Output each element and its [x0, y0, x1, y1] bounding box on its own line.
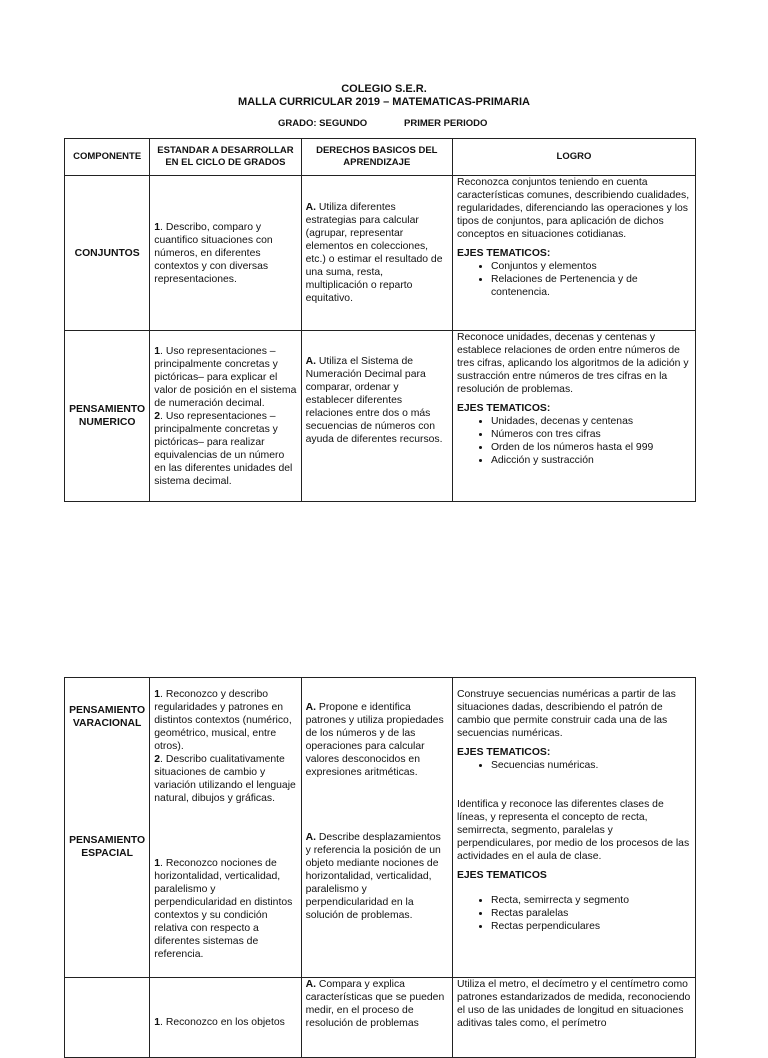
list-item: • Relaciones de Pertenencia y de contenencia. [491, 273, 691, 299]
estandar-number: 2 [154, 754, 161, 765]
dba-text: Utiliza diferentes estrategias para calcular (agrupar, representar elementos en colecciones, etc.) o estimar el resultado de una suma, resta, multiplicación o reparto equitativo. [305, 202, 443, 304]
estandar-text: . Describo cualitativamente situaciones de cambio y variación utilizando el lenguaje natural, dibujos y gráficas. [154, 754, 296, 804]
estandar-number: 1 [154, 1017, 161, 1028]
dba-letter: A. [305, 702, 317, 713]
dba-text: Describe desplazamientos y referencia la posición de un objeto mediante nociones de horizontalidad, verticalidad, paralelismo y perpendicularidad en la solución de problemas. [305, 832, 441, 921]
componente-cell: CONJUNTOS [65, 176, 150, 331]
header-componente: COMPONENTE [65, 139, 150, 176]
list-item: • Recta, semirrecta y segmento [491, 894, 691, 907]
dba-text: Propone e identifica patrones y utiliza propiedades de los números y de las operaciones para calcular valores desconocidos en expresiones aritméticas. [305, 702, 444, 778]
estandar-cell [150, 176, 301, 331]
periodo-label: PRIMER PERIODO [404, 118, 488, 129]
dba-text: Compara y explica características que se pueden medir, en el proceso de resolución de problemas [305, 979, 445, 1029]
dba-letter: A. [305, 832, 317, 843]
table-row [65, 978, 696, 1058]
estandar-text: . Reconozco nociones de horizontalidad, verticalidad, paralelismo y perpendicularidad en distintos contextos y su condición relativa con respecto a diferentes sistemas de referencia. [154, 858, 293, 960]
grado-label: GRADO: SEGUNDO [278, 118, 368, 129]
estandar-text: . Describo, comparo y cuantifico situaciones con números, en diferentes contextos y con diversas representaciones. [154, 221, 273, 285]
list-item: • Rectas perpendiculares [491, 920, 691, 933]
dba-letter: A. [305, 202, 317, 213]
logro-cell [452, 331, 695, 502]
header-logro: LOGRO [452, 139, 695, 176]
list-item: • Secuencias numéricas. [491, 759, 691, 772]
table-row [65, 678, 696, 978]
ejes-list [457, 415, 691, 467]
componente-espacial: PENSAMIENTO ESPACIAL [69, 835, 146, 859]
logro-text: Construye secuencias numéricas a partir de las situaciones dadas, describiendo el patrón de cambio que permite construir cada una de las secuencias numéricas. [456, 689, 676, 739]
ejes-list [457, 759, 691, 772]
list-item: • Adicción y sustracción [491, 454, 691, 467]
estandar-text: . Reconozco en los objetos [160, 1017, 285, 1028]
ejes-label: EJES TEMATICOS: [456, 747, 551, 758]
curriculum-table-page-1 [64, 138, 696, 502]
curriculum-table-page-2 [64, 677, 696, 1058]
dba-cell [301, 176, 452, 331]
estandar-cell [150, 678, 301, 978]
dba-cell [301, 978, 452, 1058]
dba-letter: A. [305, 979, 317, 990]
componente-cell: PENSAMIENTO NUMERICO [65, 331, 150, 502]
list-item: • Números con tres cifras [491, 428, 691, 441]
dba-cell [301, 331, 452, 502]
logro-text: Reconozca conjuntos teniendo en cuenta características comunes, describiendo cualidades, regularidades, diferenciando las operaciones y los tipos de conjuntos, para aplicación de dichos conceptos en situaciones cotidianas. [456, 177, 690, 240]
ejes-list [457, 894, 691, 933]
componente-cell [65, 678, 150, 978]
list-item: • Orden de los números hasta el 999 [491, 441, 691, 454]
dba-cell [301, 678, 452, 978]
document-title: MALLA CURRICULAR 2019 – MATEMATICAS-PRIMARIA [238, 96, 530, 108]
logro-cell [452, 176, 695, 331]
table-row [65, 331, 696, 502]
componente-variacional: PENSAMIENTO VARACIONAL [69, 705, 146, 729]
school-name: COLEGIO S.E.R. [341, 83, 427, 95]
estandar-number: 1 [154, 221, 161, 233]
logro-text: Utiliza el metro, el decímetro y el centímetro como patrones estandarizados de medida, reconociendo el uso de las unidades de longitud en situaciones aditivas tales como, el perímetro [456, 979, 691, 1029]
estandar-number: 1 [154, 345, 161, 357]
logro-cell [452, 978, 695, 1058]
componente-cell [65, 978, 150, 1058]
header-derechos: DERECHOS BASICOS DEL APRENDIZAJE [301, 139, 452, 176]
header-estandar: ESTANDAR A DESARROLLAR EN EL CICLO DE GRADOS [150, 139, 301, 176]
estandar-cell [150, 978, 301, 1058]
logro-text: Identifica y reconoce las diferentes clases de líneas, y representa el concepto de recta, semirrecta, segmento, paralelas y perpendiculares, por medio de los procesos de las actividades en el aula de clase. [456, 799, 690, 862]
logro-text: Reconoce unidades, decenas y centenas y establece relaciones de orden entre números de tres cifras, aplicando los algoritmos de la adición y sustracción entre números de tres cifras en la resolución de problemas. [456, 332, 689, 395]
ejes-list [457, 260, 691, 299]
estandar-number: 1 [154, 858, 161, 869]
estandar-text: . Reconozco y describo regularidades y patrones en distintos contextos (numérico, geométrico, musical, entre otros). [154, 689, 292, 752]
estandar-text: . Uso representaciones – principalmente concretas y pictóricas– para explicar el valor de posición en el sistema de numeración decimal. [154, 345, 297, 409]
table-header-row [65, 139, 696, 176]
list-item: • Rectas paralelas [491, 907, 691, 920]
estandar-cell [150, 331, 301, 502]
estandar-number: 2 [154, 410, 161, 422]
list-item: • Unidades, decenas y centenas [491, 415, 691, 428]
dba-letter: A. [305, 356, 317, 367]
ejes-label: EJES TEMATICOS [456, 870, 547, 881]
ejes-label: EJES TEMATICOS: [456, 248, 551, 259]
table-row [65, 176, 696, 331]
list-item: • Conjuntos y elementos [491, 260, 691, 273]
estandar-number: 1 [154, 689, 161, 700]
estandar-text: . Uso representaciones – principalmente concretas y pictóricas– para realizar equivalencias de un número en las diferentes unidades del sistema decimal. [154, 410, 293, 487]
dba-text: Utiliza el Sistema de Numeración Decimal para comparar, ordenar y establecer diferentes relaciones entre dos o más secuencias de números con ayuda de diferentes recursos. [305, 356, 443, 445]
logro-cell [452, 678, 695, 978]
ejes-label: EJES TEMATICOS: [456, 403, 551, 414]
